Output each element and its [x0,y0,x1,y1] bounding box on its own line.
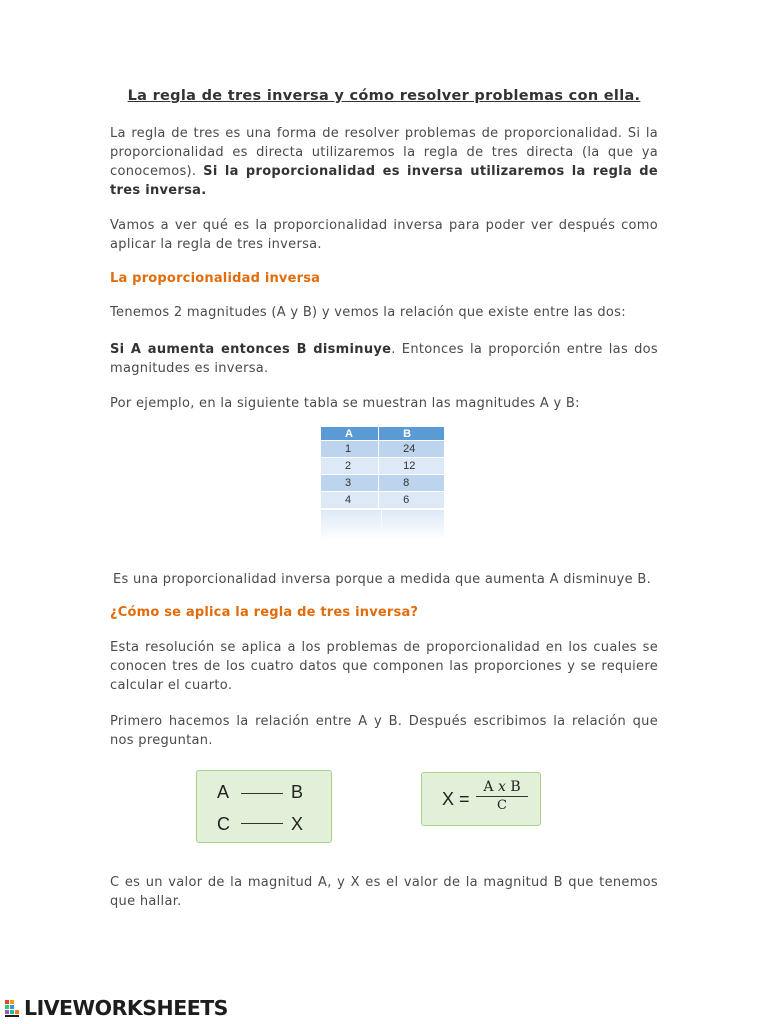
formula-box [421,772,541,826]
heading-como-se-aplica: ¿Cómo se aplica la regla de tres inversa? [110,605,419,620]
intro-text: La regla de tres es una forma de resolver problemas de proporcionalidad. Si la proporcionalidad es directa utilizaremos la regla de tres directa (la que ya conocemos). [110,126,658,179]
table-header-b: B [379,427,444,441]
table-cell: 2 [321,458,379,475]
formula-denominator: C [497,798,507,813]
table-row [321,458,444,475]
intro-paragraph [110,124,658,200]
table-cell: 8 [379,475,444,492]
table-cell: 1 [321,441,379,458]
table-cell: 24 [379,441,444,458]
formula-num-a: A [483,779,494,795]
table-row [321,441,444,458]
table-header-row [321,427,444,441]
relation-line-top [241,793,283,794]
magnitudes-table [321,427,444,508]
formula-fraction [476,779,528,813]
relation-x: X [291,814,304,834]
table-cell: 6 [379,492,444,509]
paragraph-9: C es un valor de la magnitud A, y X es el valor de la magnitud B que tenemos que hallar. [110,875,658,909]
paragraph-8: Primero hacemos la relación entre A y B. Después escribimos la relación que nos preguntan. [110,714,658,748]
paragraph-3: Tenemos 2 magnitudes (A y B) y vemos la relación que existe entre las dos: [110,305,626,320]
formula-lhs: X = [442,789,470,809]
formula-num-b: B [510,779,521,795]
table-row [321,492,444,509]
paragraph-6: Es una proporcionalidad inversa porque a medida que aumenta A disminuye B. [113,572,652,587]
paragraph-2: Vamos a ver qué es la proporcionalidad inversa para poder ver después como aplicar la regla de tres inversa. [110,218,658,252]
liveworksheets-logo-icon [4,998,24,1018]
formula-numerator [476,779,528,797]
relation-b: B [291,782,304,802]
table-row [321,475,444,492]
paragraph-4-bold: Si A aumenta entonces B disminuye [110,342,392,357]
paragraph-4-text: . Entonces la proporción entre las dos magnitudes es inversa. [110,342,658,376]
liveworksheets-logo-text: LIVEWORKSHEETS [24,996,228,1020]
table-reflection [321,510,444,540]
paragraph-5: Por ejemplo, en la siguiente tabla se muestran las magnitudes A y B: [110,396,580,411]
table-cell: 3 [321,475,379,492]
paragraph-4 [110,340,658,378]
formula-num-op: x [497,779,506,795]
table-header-a: A [321,427,379,441]
relation-a: A [217,782,230,802]
table-cell: 4 [321,492,379,509]
intro-bold-text: Si la proporcionalidad es inversa utilizaremos la regla de tres inversa. [110,164,658,198]
relation-c: C [217,814,230,834]
heading-proporcionalidad-inversa: La proporcionalidad inversa [110,271,321,286]
relation-line-bottom [241,823,283,824]
page-title: La regla de tres inversa y cómo resolver problemas con ella. [127,88,641,104]
table-cell: 12 [379,458,444,475]
paragraph-7: Esta resolución se aplica a los problemas de proporcionalidad en los cuales se conocen tres de los cuatro datos que componen las proporciones y se requiere calcular el cuarto. [110,640,658,693]
relation-box [196,770,332,843]
